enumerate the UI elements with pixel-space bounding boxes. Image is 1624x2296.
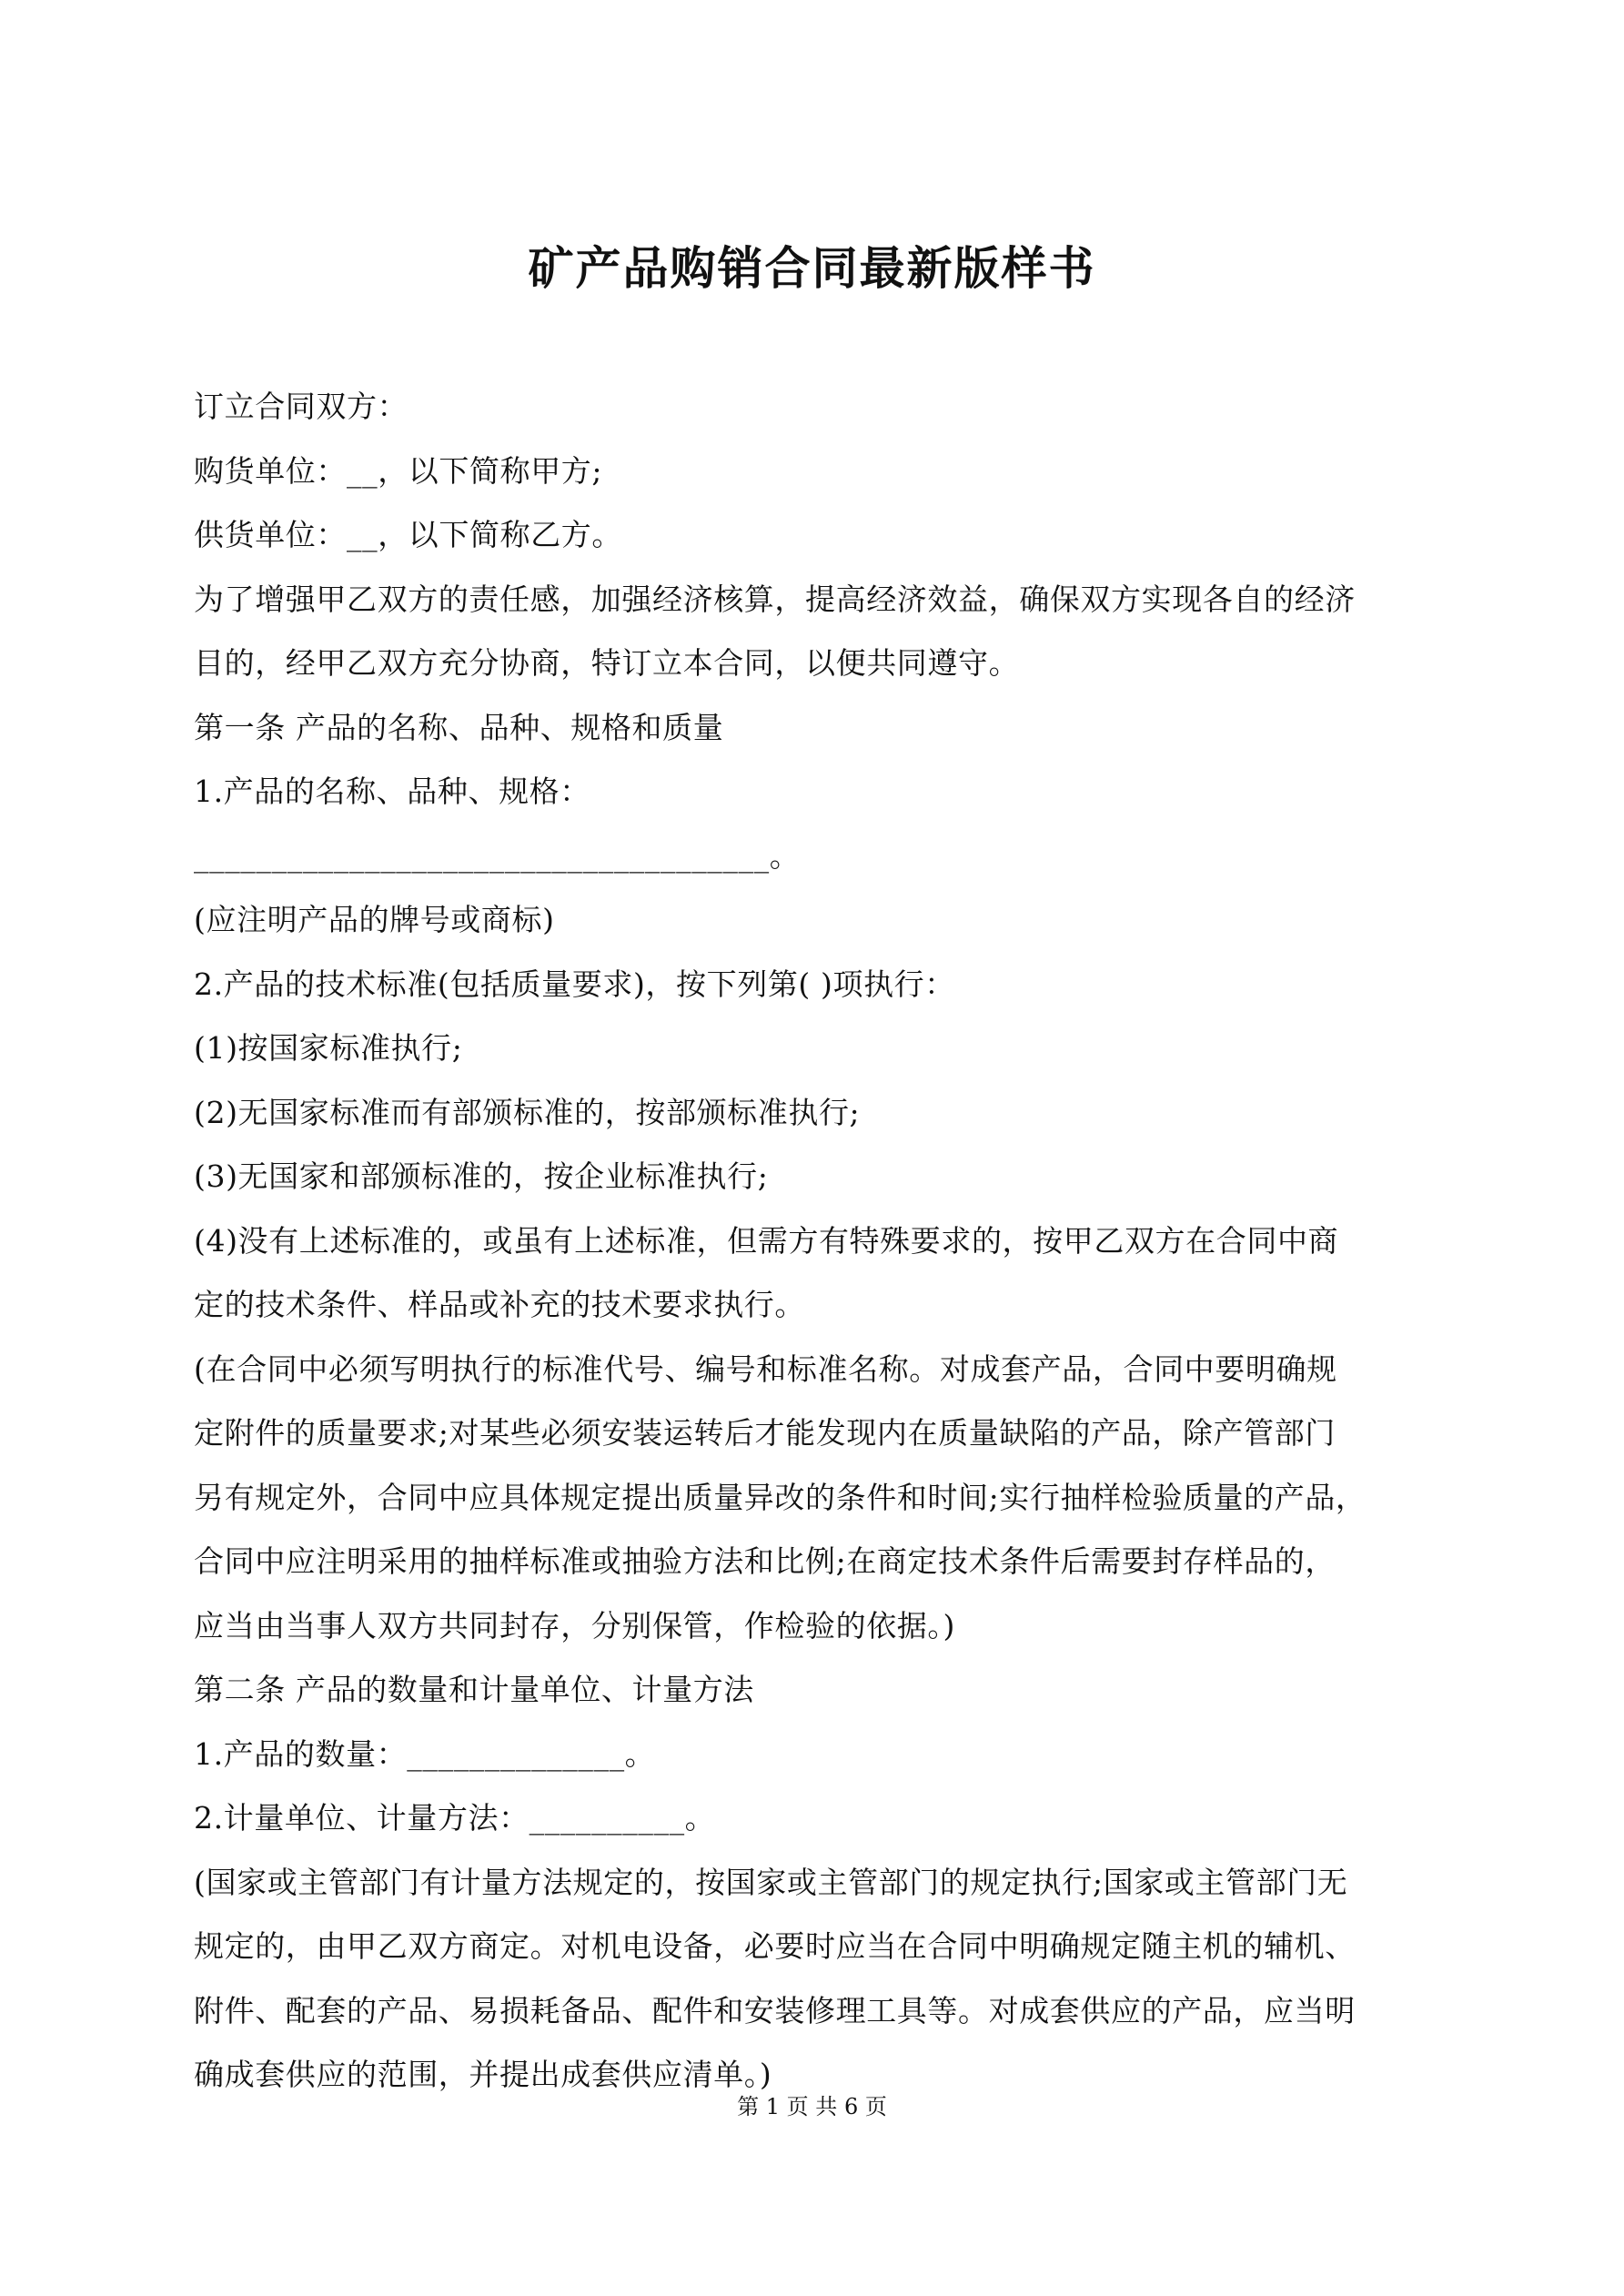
page-footer: 第 1 页 共 6 页 <box>737 2094 887 2119</box>
paragraph-line-parties-heading: 订立合同双方： <box>194 389 409 424</box>
paragraph-line: 1.产品的数量：______________。 <box>194 1735 656 1772</box>
paragraph-line-supplier: 供货单位：__，以下简称乙方。 <box>194 517 622 552</box>
paragraph-line: 为了增强甲乙双方的责任感，加强经济核算，提高经济效益，确保双方实现各自的经济 <box>194 581 1356 617</box>
paragraph-line: 2.产品的技术标准(包括质量要求)，按下列第( )项执行： <box>194 966 955 1002</box>
paragraph-line: 附件、配套的产品、易损耗备品、配件和安装修理工具等。对成套供应的产品，应当明 <box>194 1992 1356 2028</box>
paragraph-line: 合同中应注明采用的抽样标准或抽验方法和比例;在商定技术条件后需要封存样品的， <box>194 1543 1336 1579</box>
paragraph-line: 应当由当事人双方共同封存，分别保管，作检验的依据。) <box>194 1607 955 1644</box>
paragraph-line: 定的技术条件、样品或补充的技术要求执行。 <box>194 1287 805 1322</box>
paragraph-line: (国家或主管部门有计量方法规定的，按国家或主管部门的规定执行;国家或主管部门无 <box>194 1864 1348 1900</box>
paragraph-line: 1.产品的名称、品种、规格： <box>194 774 590 809</box>
list-item: (1)按国家标准执行; <box>194 1030 463 1066</box>
document-body <box>194 375 1433 2108</box>
paragraph-line-buyer: 购货单位：__，以下简称甲方; <box>194 452 603 489</box>
list-item: (4)没有上述标准的，或虽有上述标准，但需方有特殊要求的，按甲乙双方在合同中商 <box>194 1222 1339 1259</box>
list-item: (2)无国家标准而有部颁标准的，按部颁标准执行; <box>194 1094 861 1130</box>
paragraph-line: 确成套供应的范围，并提出成套供应清单。) <box>194 2057 772 2092</box>
paragraph-line: 另有规定外，合同中应具体规定提出质量异改的条件和时间;实行抽样检验质量的产品， <box>194 1479 1367 1515</box>
paragraph-line: (在合同中必须写明执行的标准代号、编号和标准名称。对成套产品，合同中要明确规 <box>194 1350 1337 1387</box>
paragraph-line: 定附件的质量要求;对某些必须安装运转后才能发现内在质量缺陷的产品，除产管部门 <box>194 1415 1336 1451</box>
article-1-heading: 第一条 产品的名称、品种、规格和质量 <box>194 709 724 745</box>
paragraph-line: 2.计量单位、计量方法：__________。 <box>194 1800 716 1836</box>
paragraph-line: 目的，经甲乙双方充分协商，特订立本合同，以便共同遵守。 <box>194 645 1020 681</box>
fill-in-blank-line: _____________________________________。 <box>194 837 801 874</box>
document-title: 矿产品购销合同最新版样书 <box>528 240 1096 295</box>
paragraph-line: (应注明产品的牌号或商标) <box>194 902 555 937</box>
paragraph-line: 规定的，由甲乙双方商定。对机电设备，必要时应当在合同中明确规定随主机的辅机、 <box>194 1928 1356 1964</box>
list-item: (3)无国家和部颁标准的，按企业标准执行; <box>194 1158 769 1194</box>
article-2-heading: 第二条 产品的数量和计量单位、计量方法 <box>194 1672 754 1707</box>
